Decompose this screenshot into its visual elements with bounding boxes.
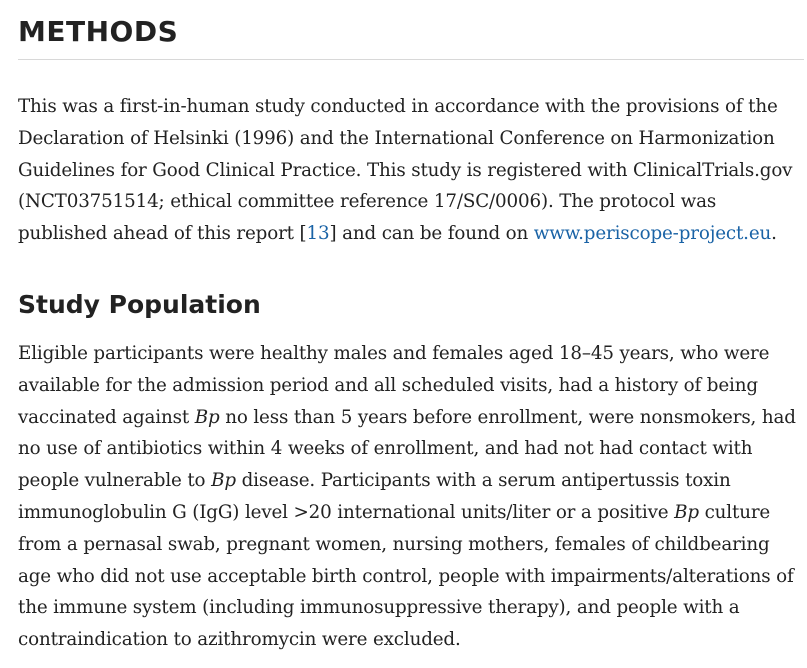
subsection-heading-study-population: Study Population — [18, 289, 261, 319]
population-text-4: culture from a pernasal swab, pregnant women, nursing mothers, females of childbearing age who did not use acceptable birth control, people with impairments/alterations of the immune system (including immunosuppressive therapy), and people with a contraindication to azithromycin were excluded. — [18, 501, 794, 651]
population-text-3: disease. Participants with a serum antipertussis toxin immunoglobulin G (IgG) level >20 international units/liter or a positive — [18, 470, 731, 523]
section-divider — [18, 59, 804, 60]
section-heading-methods: METHODS — [18, 15, 179, 48]
article-section — [18, 0, 804, 656]
methods-text-3: . — [771, 223, 777, 245]
methods-text-1: This was a first-in-human study conducted in accordance with the provisions of the Declaration of Helsinki (1996) and the International Conference on Harmonization Guidelines for Good Clinical Practice. This study is registered with ClinicalTrials.gov (NCT03751514; ethical committee reference 17/SC/0006). The protocol was published ahead of this report [ — [18, 96, 793, 245]
organism-name: Bp — [211, 470, 236, 492]
project-website-link[interactable]: www.periscope-project.eu — [533, 223, 772, 245]
population-text-2: no less than 5 years before enrollment, were nonsmokers, had no use of antibiotics within 4 weeks of enrollment, and had not had contact with people vulnerable to — [18, 406, 796, 492]
reference-link-13[interactable]: 13 — [306, 223, 330, 245]
organism-name: Bp — [194, 406, 220, 428]
study-population-paragraph — [18, 338, 804, 656]
methods-paragraph — [18, 91, 804, 250]
methods-text-2: ] and can be found on — [329, 223, 534, 245]
population-text-1: Eligible participants were healthy males and females aged 18–45 years, who were available for the admission period and all scheduled visits, had a history of being vaccinated against — [18, 342, 770, 428]
organism-name: Bp — [674, 501, 699, 523]
